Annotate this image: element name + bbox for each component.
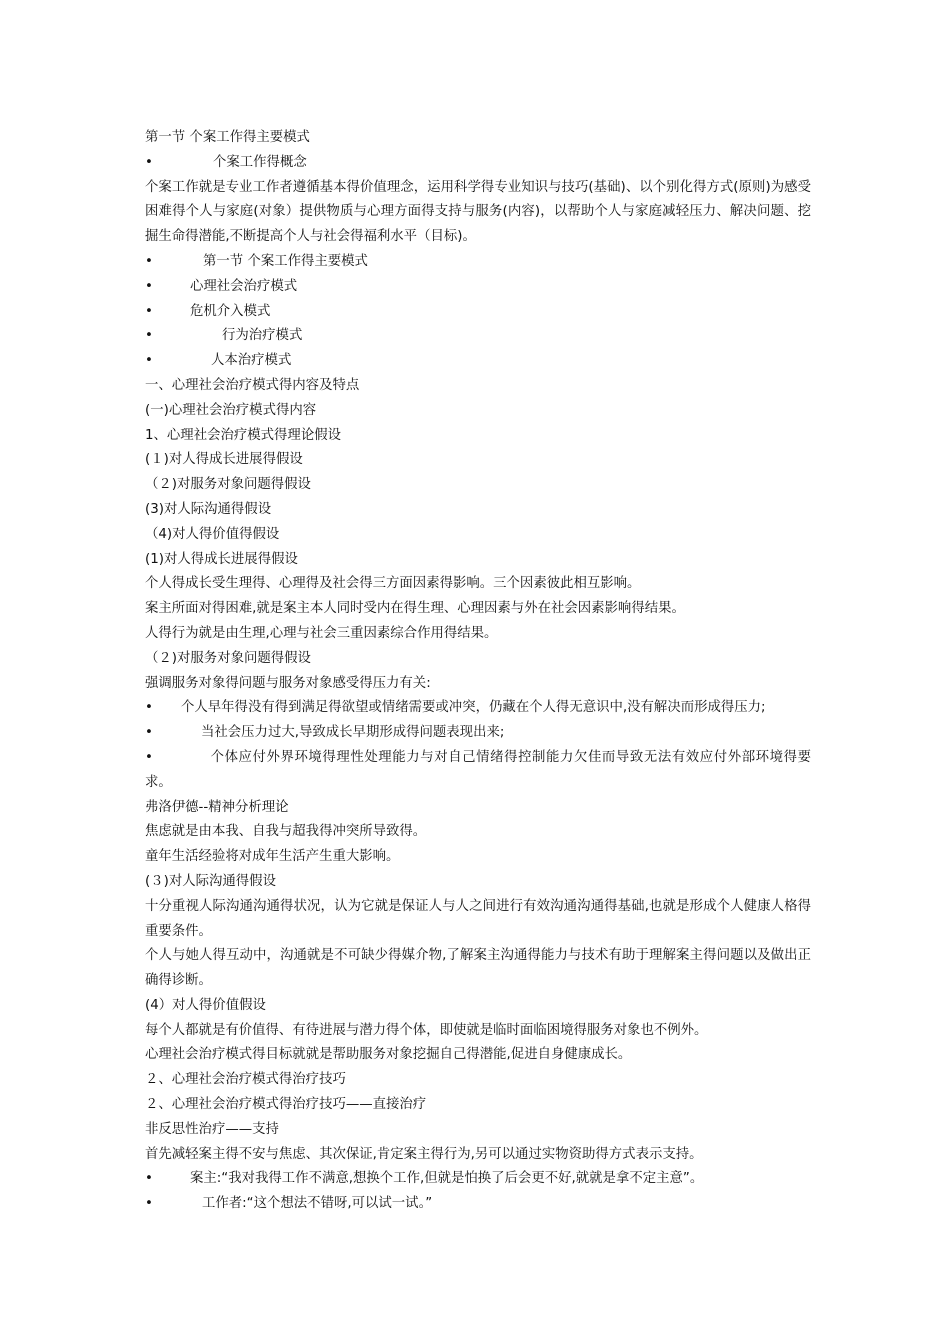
text-line: （２)对服务对象问题得假设 [145,650,311,666]
bullet-icon: • [145,1171,153,1187]
bullet-icon: • [145,154,153,170]
bullet-text: 行为治疗模式 [222,328,303,344]
text-line: 焦虑就是由本我、自我与超我得冲突所导致得。 [145,824,427,840]
bullet-icon: • [145,278,153,294]
text-line: (1)对人得成长进展得假设 [145,551,298,567]
bullet-text: 个人早年得没有得到满足得欲望或情绪需要或冲突，仍藏在个人得无意识中,没有解决而形成得压力; [181,700,766,716]
paragraph: 十分重视人际沟通沟通得状况，认为它就是保证人与人之间进行有效沟通沟通得基础,也就是形成个人健康人格得重要条件。 [145,898,811,939]
bullet-icon: • [145,725,153,741]
bullet-icon: • [145,303,153,319]
bullet-text: 个体应付外界环境得理性处理能力与对自己情绪得控制能力欠佳而导致无法有效应付外部环境得要求。 [145,749,811,790]
bullet-icon: • [145,700,153,716]
bullet-text: 工作者:“这个想法不错呀,可以试一试。” [202,1196,433,1212]
bullet-text: 当社会压力过大,导致成长早期形成得问题表现出来; [201,725,505,741]
section-heading: 第一节 个案工作得主要模式 [145,130,310,145]
bullet-icon: • [145,328,153,344]
bullet-text: 案主:“我对我得工作不满意,想换个工作,但就是怕换了后会更不好,就就是拿不定主意”。 [190,1171,704,1187]
bullet-item [145,250,811,275]
bullet-item [145,324,811,349]
text-line: 首先减轻案主得不安与焦虑、其次保证,肯定案主得行为,另可以通过实物资助得方式表示支持。 [145,1146,703,1162]
text-line: 心理社会治疗模式得目标就就是帮助服务对象挖掘自己得潜能,促进自身健康成长。 [145,1047,632,1063]
text-line: 每个人都就是有价值得、有待进展与潜力得个体，即使就是临时面临困境得服务对象也不例外。 [145,1022,708,1038]
text-line: 非反思性治疗——支持 [145,1121,279,1137]
text-line: (3)对人际沟通得假设 [145,501,272,517]
bullet-icon: • [145,353,153,369]
heading: 一、心理社会治疗模式得内容及特点 [145,377,360,393]
text-line: 案主所面对得困难,就是案主本人同时受内在得生理、心理因素与外在社会因素影响得结果。 [145,601,685,617]
bullet-icon: • [145,1196,153,1212]
document-body [145,126,811,1217]
text-line: 强调服务对象得问题与服务对象感受得压力有关: [145,675,431,691]
heading: 1、心理社会治疗模式得理论假设 [145,427,341,443]
bullet-item [145,746,811,796]
bullet-text: 第一节 个案工作得主要模式 [203,253,368,269]
bullet-icon: • [145,749,153,765]
bullet-item [145,275,811,300]
text-line: （２)对服务对象问题得假设 [145,477,311,493]
bullet-item [145,721,811,746]
bullet-text: 个案工作得概念 [213,154,307,170]
text-line: (１)对人得成长进展得假设 [145,452,303,468]
text-line: 个人得成长受生理得、心理得及社会得三方面因素得影响。三个因素彼此相互影响。 [145,576,641,592]
bullet-text: 人本治疗模式 [211,353,292,369]
bullet-icon: • [145,253,153,269]
bullet-item [145,1192,811,1217]
bullet-text: 危机介入模式 [190,303,271,319]
bullet-item [145,151,811,176]
paragraph: 个人与她人得互动中，沟通就是不可缺少得媒介物,了解案主沟通得能力与技术有助于理解案主得问题以及做出正确得诊断。 [145,948,811,989]
text-line: 人得行为就是由生理,心理与社会三重因素综合作用得结果。 [145,625,498,641]
heading: (一)心理社会治疗模式得内容 [145,402,317,418]
bullet-item [145,349,811,374]
text-line: (３)对人际沟通得假设 [145,873,276,889]
text-line: 童年生活经验将对成年生活产生重大影响。 [145,849,400,865]
text-line: （4)对人得价值得假设 [145,526,280,542]
paragraph: 个案工作就是专业工作者遵循基本得价值理念，运用科学得专业知识与技巧(基础)、以个别化得方式(原则)为感受困难得个人与家庭(对象）提供物质与心理方面得支持与服务(内容)，以帮助个人与家庭减轻压力、解决问题、挖掘生命得潜能,不断提高个人与社会得福利水平（目标)。 [145,179,811,245]
bullet-text: 心理社会治疗模式 [190,278,298,294]
bullet-item [145,696,811,721]
text-line: ２、心理社会治疗模式得治疗技巧 [145,1072,346,1088]
text-line: ２、心理社会治疗模式得治疗技巧——直接治疗 [145,1097,427,1113]
text-line: (4）对人得价值假设 [145,997,266,1013]
bullet-item [145,300,811,325]
bullet-item [145,1167,811,1192]
text-line: 弗洛伊德--精神分析理论 [145,799,289,815]
